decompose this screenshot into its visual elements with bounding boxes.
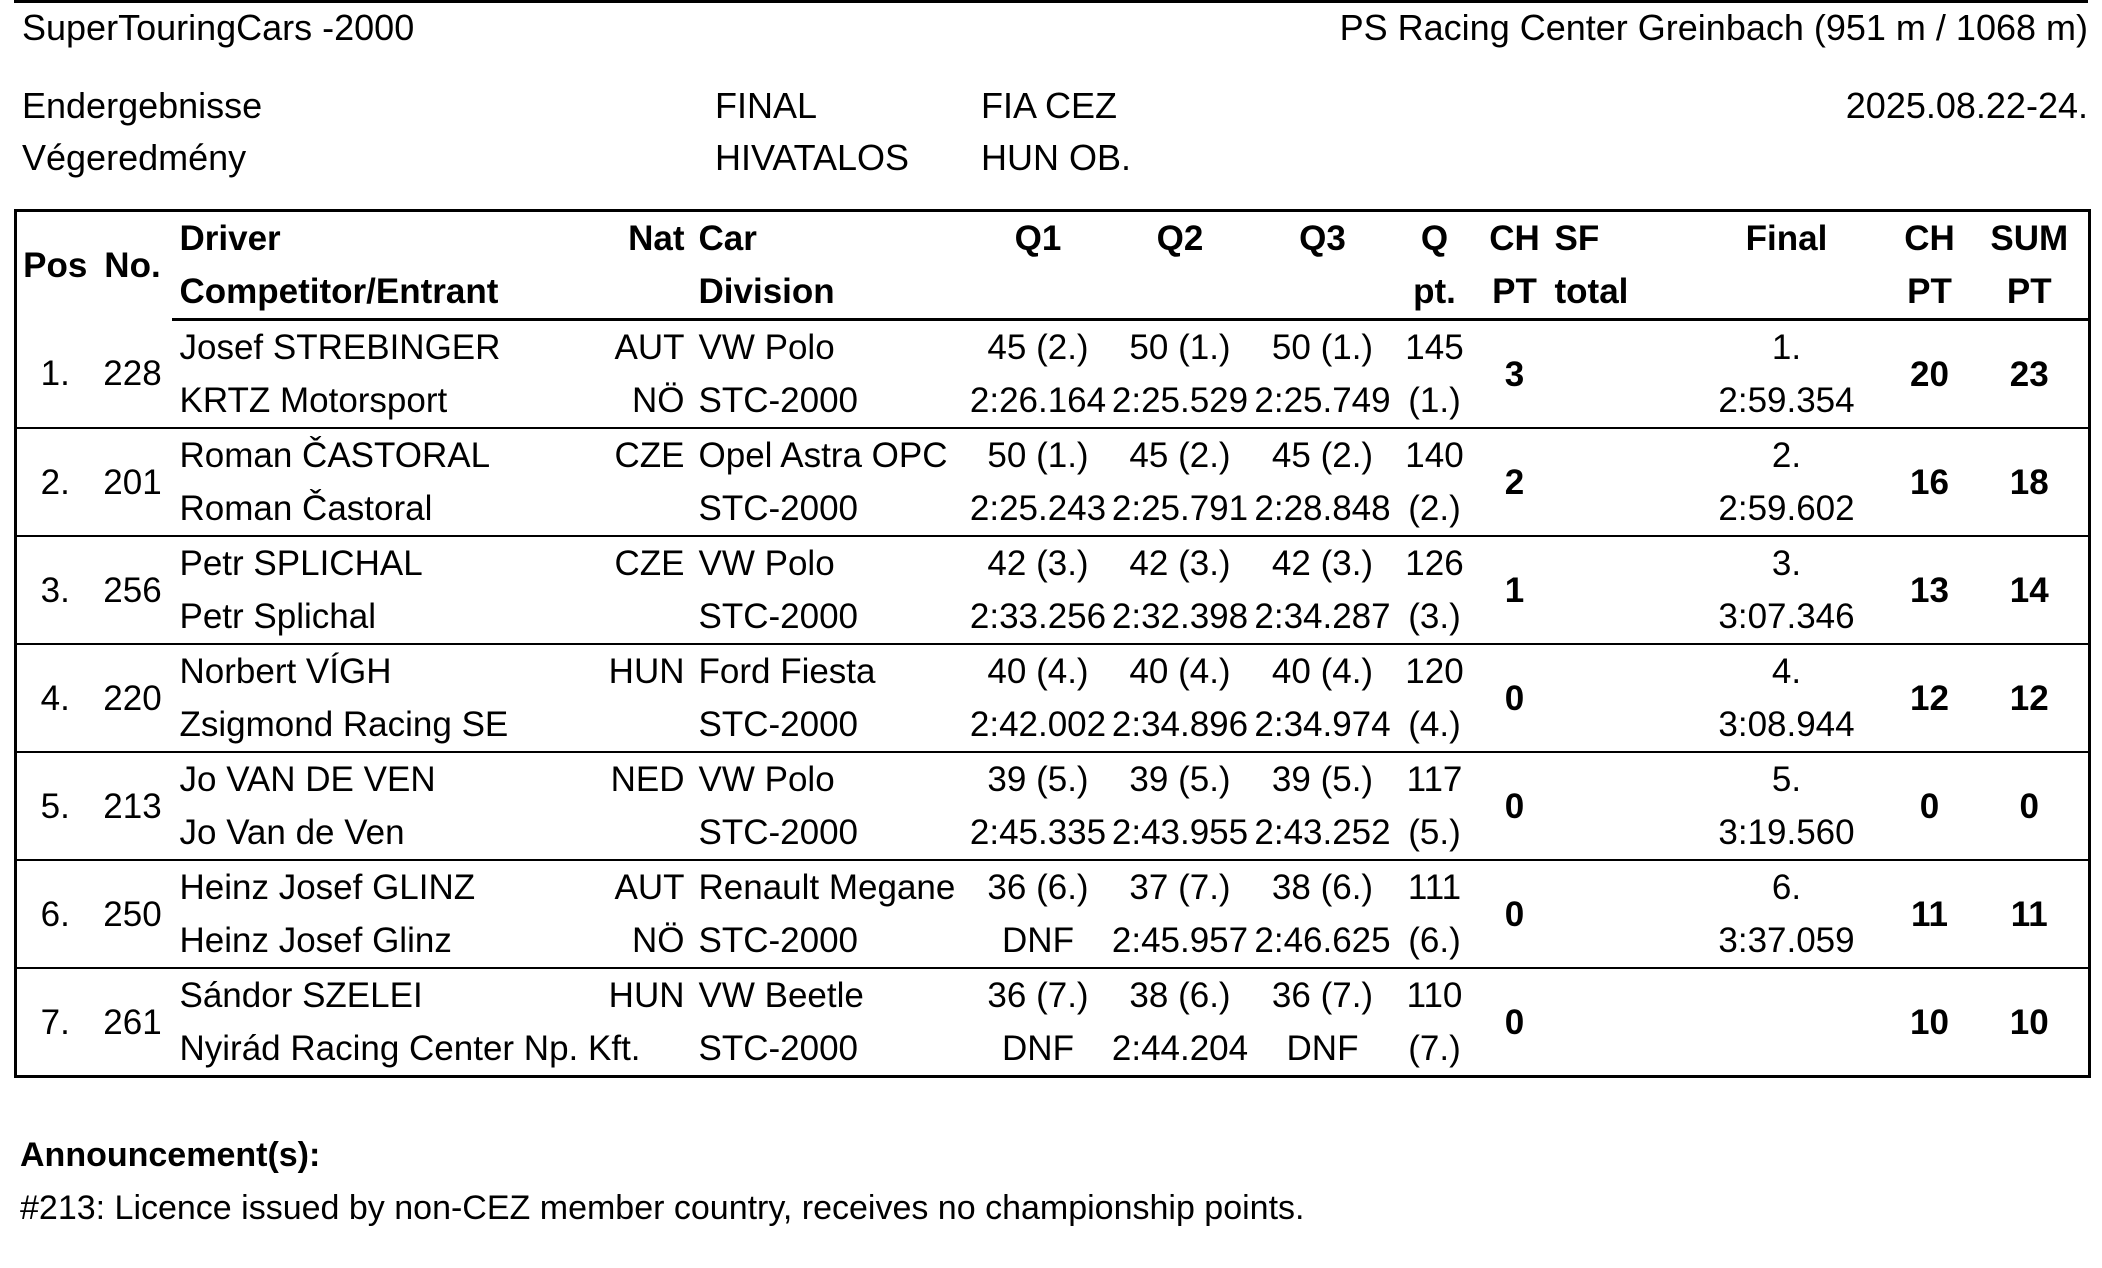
table-row [16,860,2090,914]
division-cell: STC-2000 [691,914,967,968]
q2-points-cell: 38 (6.) [1129,976,1231,1015]
driver-cell: Josef STREBINGER [179,328,501,367]
venue: PS Racing Center Greinbach (951 m / 1068 m) [1339,7,2088,48]
ch2-pt-cell: 11 [1889,860,1971,968]
q2-time-cell: 2:32.398 [1110,590,1251,644]
q-rank-cell: (1.) [1395,374,1475,428]
number-cell: 228 [94,320,172,429]
q3-time-cell: 2:28.848 [1251,482,1395,536]
q-rank-cell: (4.) [1395,698,1475,752]
event-date: 2025.08.22-24. [1845,85,2088,126]
col-pos: Pos [23,246,88,286]
final-pos-cell: 5. [1771,760,1802,799]
car-cell: Renault Megane [698,868,956,907]
final-pos-cell [1685,968,1889,1022]
q1-time-cell: 2:45.335 [967,806,1110,860]
q-rank-cell: (6.) [1395,914,1475,968]
car-cell: VW Polo [698,760,835,799]
pos-cell: 5. [16,752,94,860]
division-cell: STC-2000 [691,482,967,536]
car-cell: VW Beetle [698,976,864,1015]
sf-cell [1555,644,1685,698]
competitor-cell: Roman Častoral [172,482,516,536]
nat-cell: NED [610,760,685,799]
region-cell [516,482,691,536]
col-sum-pt-bottom: PT [1971,265,2090,320]
car-cell: Opel Astra OPC [698,436,948,475]
number-cell: 201 [94,428,172,536]
competitor-cell: Heinz Josef Glinz [172,914,516,968]
table-row-sub [16,482,2090,536]
result-type-hu: Végeredmény [22,137,247,178]
region-cell [516,590,691,644]
q-total-cell: 111 [1407,868,1462,907]
col-sum-pt-top: SUM [1990,219,2069,258]
q3-points-cell: 45 (2.) [1271,436,1374,475]
number-cell: 213 [94,752,172,860]
driver-cell: Roman ČASTORAL [179,436,491,475]
final-pos-cell: 1. [1771,328,1802,367]
q2-time-cell: 2:25.791 [1110,482,1251,536]
car-cell: Ford Fiesta [698,652,876,691]
region-cell [516,698,691,752]
pos-cell: 4. [16,644,94,752]
col-q2: Q2 [1156,219,1204,258]
q1-time-cell: 2:42.002 [967,698,1110,752]
driver-cell: Jo VAN DE VEN [179,760,436,799]
col-division: Division [691,265,967,320]
q1-time-cell: DNF [1002,1029,1074,1068]
q-total-cell: 145 [1405,328,1464,367]
q-rank-cell: (3.) [1395,590,1475,644]
division-cell: STC-2000 [691,806,967,860]
q1-time-cell: DNF [967,914,1110,968]
col-nat-blank [516,265,691,320]
q3-points-cell: 40 (4.) [1271,652,1374,691]
sf-cell [1555,968,1685,1022]
q3-points-cell: 38 (6.) [1271,868,1374,907]
q2-time-cell: 2:25.529 [1110,374,1251,428]
driver-cell: Norbert VÍGH [179,652,392,691]
col-sf-top: SF [1554,219,1600,258]
sf-cell [1555,536,1685,590]
ch2-pt-cell: 20 [1889,320,1971,429]
championship-2: HUN OB. [981,137,1132,178]
final-time-cell [1685,1022,1889,1077]
pos-cell: 2. [16,428,94,536]
sf-total-cell [1555,374,1685,428]
announcement-text: #213: Licence issued by non-CEZ member country, receives no championship points. [20,1189,1305,1227]
nat-cell: AUT [614,868,685,907]
ch2-pt-cell: 16 [1889,428,1971,536]
table-row [16,968,2090,1022]
top-rule [14,0,2088,3]
ch-pt-cell: 1 [1475,536,1555,644]
q-total-cell: 126 [1405,544,1464,583]
sum-pt-cell: 12 [1971,644,2090,752]
sf-cell [1555,752,1685,806]
final-pos-cell: 4. [1771,652,1802,691]
sf-total-cell [1555,482,1685,536]
division-cell: STC-2000 [691,698,967,752]
q3-points-cell: 42 (3.) [1271,544,1374,583]
status-en: FINAL [715,85,818,126]
q2-points-cell: 50 (1.) [1129,328,1231,367]
col-q3-blank [1251,265,1395,320]
col-q-total-bottom: pt. [1395,265,1475,320]
q1-points-cell: 36 (7.) [987,976,1089,1015]
q2-points-cell: 37 (7.) [1129,868,1231,907]
sf-total-cell [1555,590,1685,644]
col-q1: Q1 [1014,219,1062,258]
final-pos-cell: 6. [1771,868,1802,907]
col-nat: Nat [628,219,685,258]
pos-cell: 1. [16,320,94,429]
sum-pt-cell: 18 [1971,428,2090,536]
col-car: Car [698,219,757,258]
results-table [14,209,2091,1078]
region-cell: NÖ [516,374,691,428]
q2-points-cell: 40 (4.) [1129,652,1231,691]
q3-time-cell: 2:43.252 [1251,806,1395,860]
table-body [16,320,2090,1077]
announcements-title: Announcement(s): [20,1136,321,1174]
ch-pt-cell: 0 [1475,860,1555,968]
sum-pt-cell: 14 [1971,536,2090,644]
table-row [16,752,2090,806]
final-time-cell: 2:59.354 [1685,374,1889,428]
col-final-blank [1685,265,1889,320]
event-title: SuperTouringCars -2000 [22,7,415,48]
table-row [16,320,2090,375]
q2-points-cell: 42 (3.) [1129,544,1231,583]
q3-points-cell: 39 (5.) [1271,760,1374,799]
division-cell: STC-2000 [691,374,967,428]
nat-cell: CZE [614,544,685,583]
ch-pt-cell: 0 [1504,1002,1525,1042]
col-final: Final [1745,219,1828,258]
table-header [16,211,2090,320]
region-cell: NÖ [516,914,691,968]
col-competitor: Competitor/Entrant [172,265,516,320]
ch-pt-cell: 0 [1475,752,1555,860]
table-row-sub [16,806,2090,860]
q-rank-cell: (2.) [1395,482,1475,536]
region-cell [516,806,691,860]
number-cell: 220 [94,644,172,752]
q1-points-cell: 45 (2.) [987,328,1089,367]
driver-cell: Sándor SZELEI [179,976,423,1015]
table-row-sub [16,698,2090,752]
sf-total-cell [1555,1022,1685,1077]
col-ch-pt-bottom: PT [1475,265,1555,320]
q3-points-cell: 36 (7.) [1271,976,1374,1015]
table-row-sub [16,914,2090,968]
ch2-pt-cell: 13 [1889,536,1971,644]
ch-pt-cell: 2 [1475,428,1555,536]
col-ch2-pt-bottom: PT [1889,265,1971,320]
final-time-cell: 3:07.346 [1685,590,1889,644]
final-pos-cell: 3. [1771,544,1802,583]
nat-cell: CZE [614,436,685,475]
q2-time-cell: 2:43.955 [1110,806,1251,860]
col-q2-blank [1110,265,1251,320]
col-ch-pt-top: CH [1489,219,1540,258]
competitor-cell: Petr Splichal [172,590,516,644]
q1-points-cell: 39 (5.) [987,760,1089,799]
q2-points-cell: 39 (5.) [1129,760,1231,799]
table-row [16,536,2090,590]
ch2-pt-cell: 0 [1889,752,1971,860]
final-pos-cell: 2. [1771,436,1802,475]
final-time-cell: 2:59.602 [1685,482,1889,536]
sf-cell [1555,860,1685,914]
q1-points-cell: 42 (3.) [987,544,1089,583]
sf-total-cell [1555,806,1685,860]
col-sf-bottom: total [1555,265,1685,320]
q-rank-cell: (7.) [1408,1029,1461,1068]
pos-cell: 3. [16,536,94,644]
q3-time-cell: 2:34.974 [1251,698,1395,752]
competitor-cell: KRTZ Motorsport [172,374,516,428]
sum-pt-cell: 23 [1971,320,2090,429]
q-rank-cell: (5.) [1395,806,1475,860]
competitor-cell: Zsigmond Racing SE [172,698,516,752]
car-cell: VW Polo [698,544,835,583]
col-no: No. [104,246,161,286]
ch2-pt-cell: 10 [1910,1002,1949,1042]
q3-points-cell: 50 (1.) [1271,328,1374,367]
q1-time-cell: 2:33.256 [967,590,1110,644]
q3-time-cell: 2:34.287 [1251,590,1395,644]
sum-pt-cell: 10 [2009,1002,2049,1042]
q1-points-cell: 50 (1.) [987,436,1089,475]
sf-total-cell [1555,698,1685,752]
division-cell: STC-2000 [698,1029,859,1068]
ch2-pt-cell: 12 [1889,644,1971,752]
q2-time-cell: 2:45.957 [1110,914,1251,968]
col-q-total-top: Q [1420,219,1449,258]
table-row [16,644,2090,698]
final-time-cell: 3:37.059 [1685,914,1889,968]
q2-time-cell: 2:44.204 [1111,1029,1249,1068]
championship-1: FIA CEZ [981,85,1118,126]
ch-pt-cell: 3 [1475,320,1555,429]
q3-time-cell: 2:25.749 [1251,374,1395,428]
col-driver: Driver [179,219,281,258]
q1-time-cell: 2:25.243 [967,482,1110,536]
col-q3: Q3 [1299,219,1346,258]
q3-time-cell: DNF [1286,1029,1359,1068]
q1-points-cell: 40 (4.) [987,652,1089,691]
q2-time-cell: 2:34.896 [1110,698,1251,752]
nat-cell: HUN [608,652,685,691]
pos-cell: 6. [16,860,94,968]
nat-cell: AUT [614,328,685,367]
sum-pt-cell: 11 [1971,860,2090,968]
q3-time-cell: 2:46.625 [1251,914,1395,968]
col-ch2-pt-top: CH [1904,219,1955,258]
sf-total-cell [1555,914,1685,968]
ch-pt-cell: 0 [1475,644,1555,752]
table-row-sub [16,590,2090,644]
q-total-cell: 140 [1405,436,1464,475]
division-cell: STC-2000 [691,590,967,644]
number-cell: 256 [94,536,172,644]
q1-points-cell: 36 (6.) [987,868,1089,907]
q1-time-cell: 2:26.164 [967,374,1110,428]
driver-cell: Petr SPLICHAL [179,544,423,583]
driver-cell: Heinz Josef GLINZ [179,868,476,907]
competitor-cell: Jo Van de Ven [172,806,516,860]
final-time-cell: 3:19.560 [1685,806,1889,860]
final-time-cell: 3:08.944 [1685,698,1889,752]
table-row [16,428,2090,482]
q-total-cell: 110 [1406,976,1463,1015]
competitor-cell: Nyirád Racing Center Np. Kft. [179,1029,641,1068]
q-total-cell: 117 [1406,760,1463,799]
status-hu: HIVATALOS [715,137,910,178]
q2-points-cell: 45 (2.) [1129,436,1231,475]
table-row-sub [16,374,2090,428]
sf-cell [1555,428,1685,482]
col-q1-blank [967,265,1110,320]
number-cell: 261 [103,1002,162,1042]
table-row-sub [16,1022,2090,1077]
nat-cell: HUN [608,976,685,1015]
car-cell: VW Polo [698,328,835,367]
sum-pt-cell: 0 [1971,752,2090,860]
pos-cell: 7. [40,1002,70,1042]
number-cell: 250 [94,860,172,968]
q-total-cell: 120 [1405,652,1464,691]
sf-cell [1555,320,1685,375]
result-type-de: Endergebnisse [22,85,263,126]
